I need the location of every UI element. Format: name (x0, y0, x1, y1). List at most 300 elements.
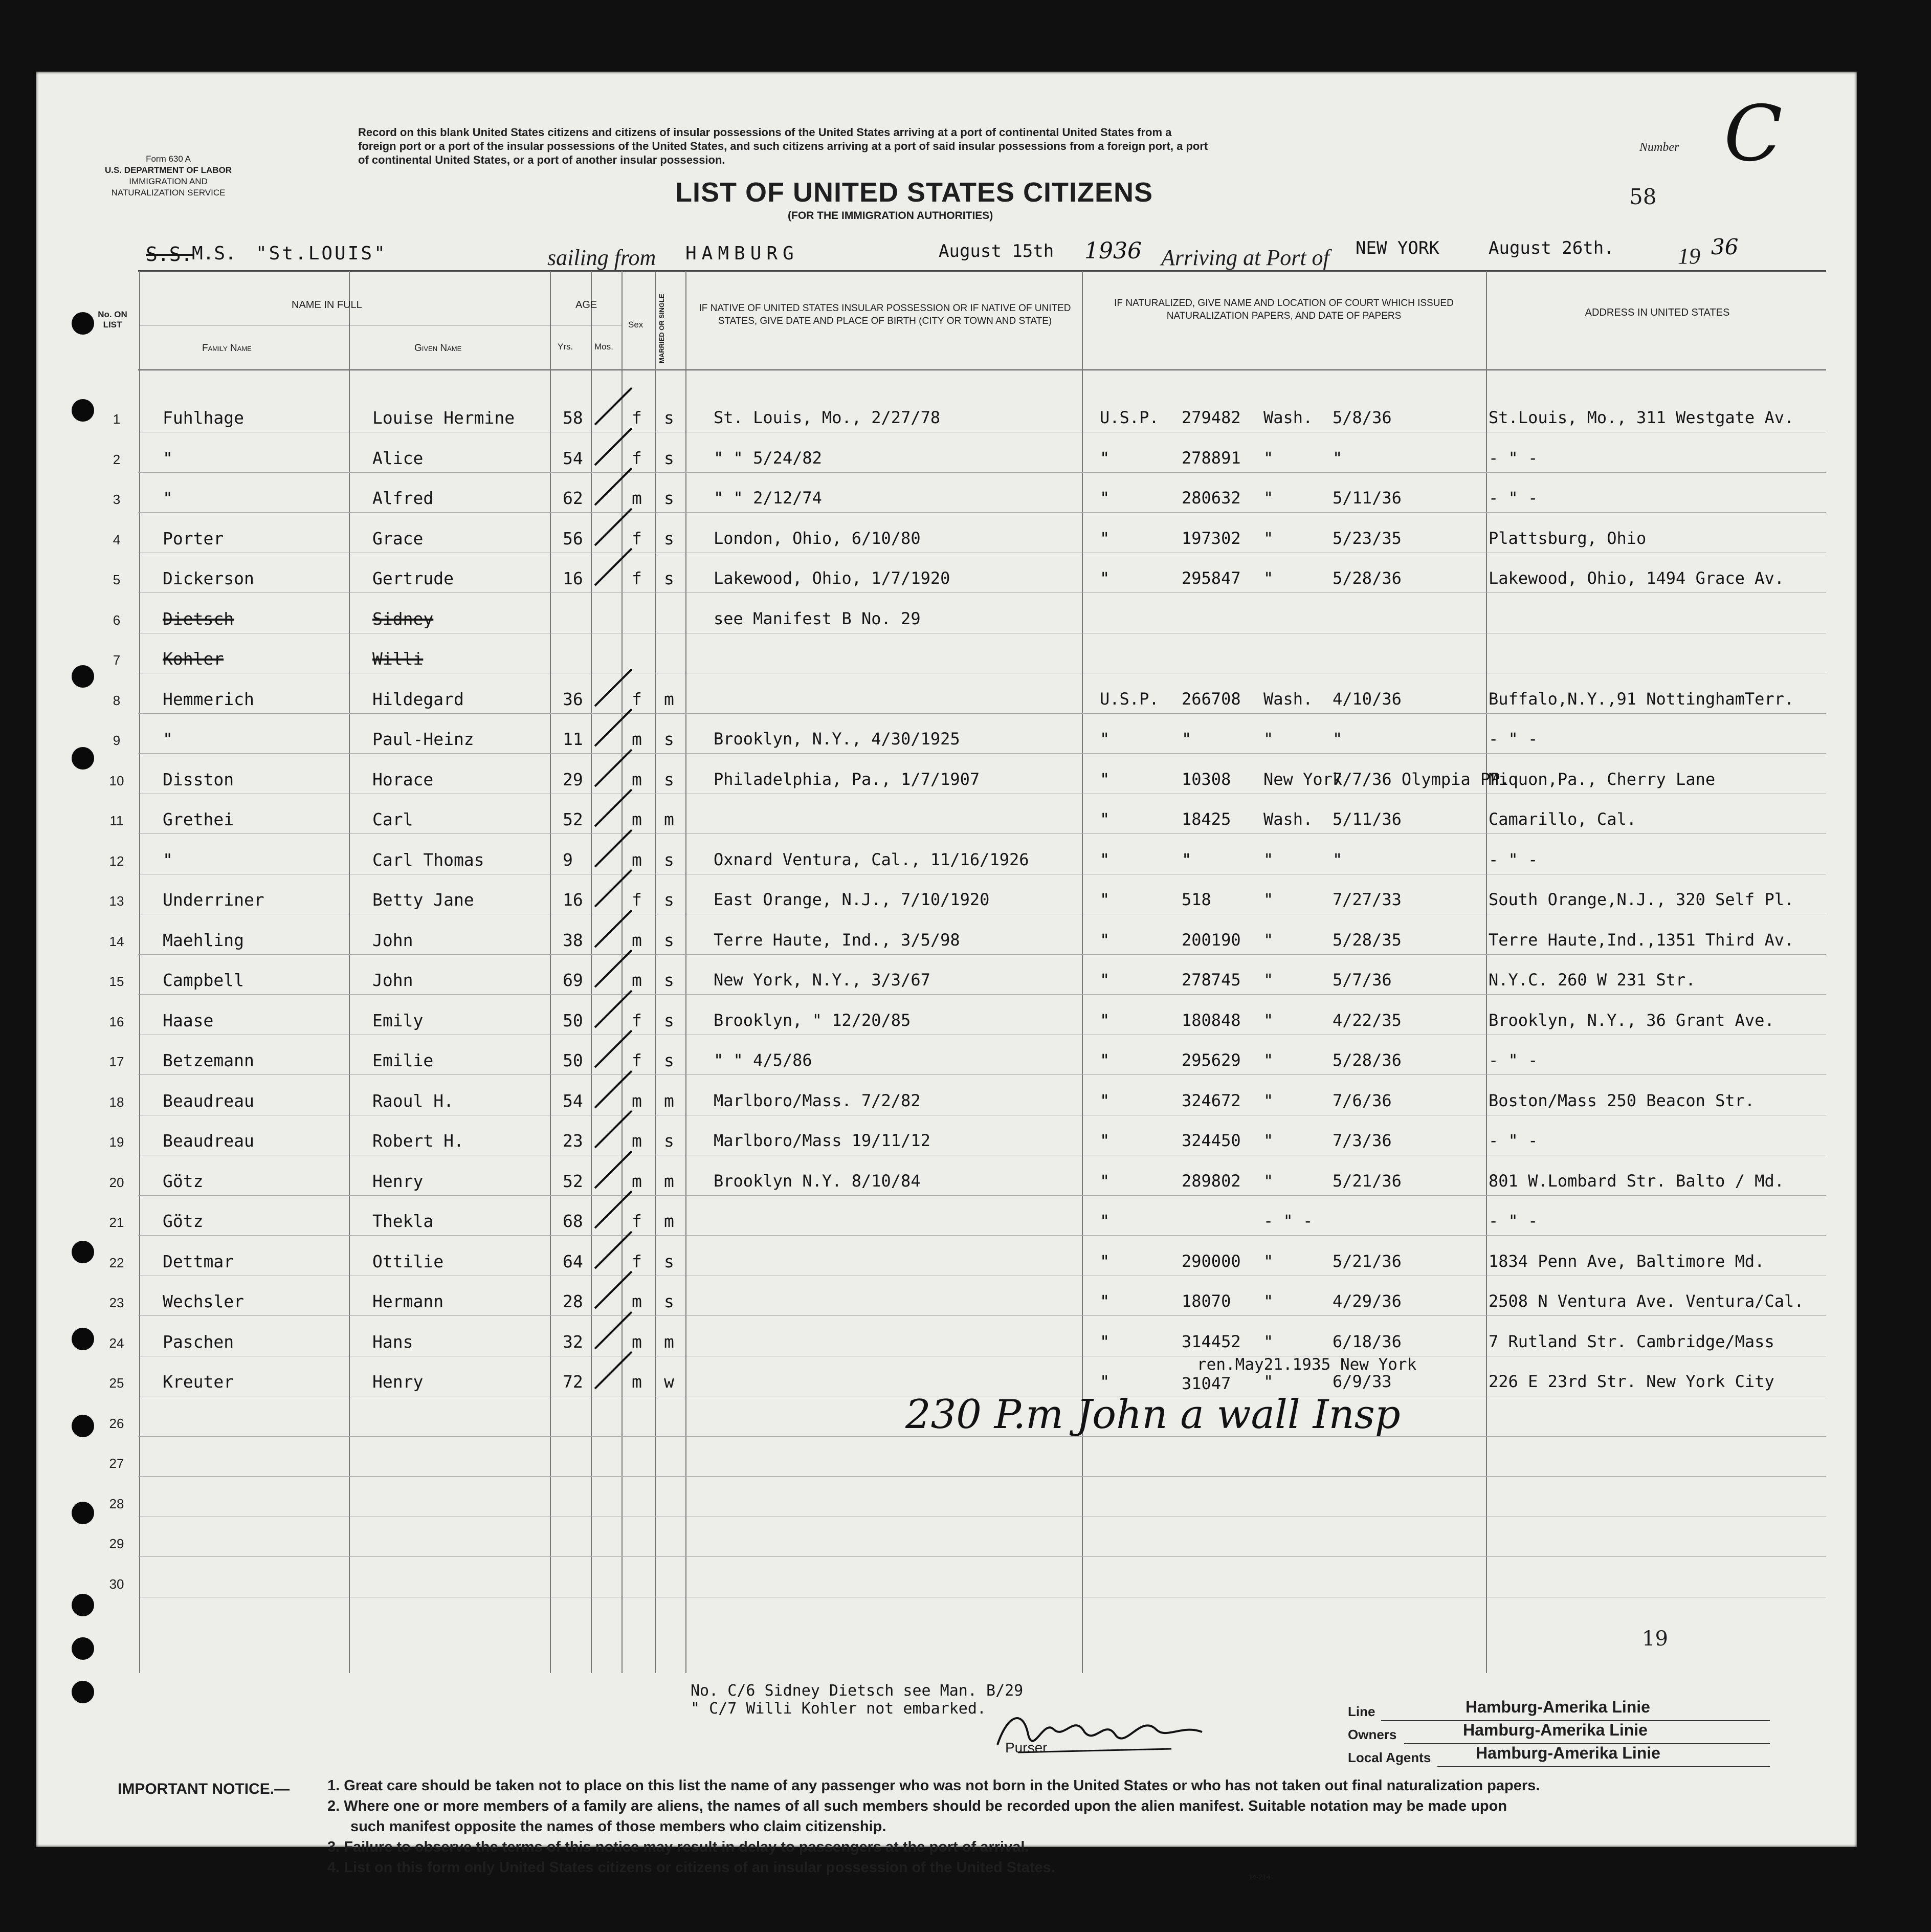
given-name: Emily (372, 1010, 424, 1030)
page-title: LIST OF UNITED STATES CITIZENS (675, 177, 1153, 208)
family-name: Haase (163, 1010, 214, 1030)
check-mark-icon (591, 866, 637, 912)
court-place: " (1263, 890, 1274, 909)
birth-place-date: see Manifest B No. 29 (714, 608, 921, 628)
family-name: Götz (163, 1171, 204, 1191)
marital-status: s (664, 1050, 674, 1070)
court: " (1100, 1291, 1110, 1311)
sex: m (632, 488, 642, 508)
birth-place-date: Oxnard Ventura, Cal., 11/16/1926 (714, 849, 1029, 869)
address: Terre Haute,Ind.,1351 Third Av. (1489, 930, 1794, 950)
sex: m (632, 1090, 642, 1111)
court: " (1100, 1372, 1110, 1391)
marital-status: m (664, 809, 674, 829)
renewal-note: ren.May21.1935 New York (1197, 1355, 1417, 1374)
marital-status: s (664, 1291, 674, 1311)
row-rule (138, 472, 1826, 473)
age-years: 54 (563, 448, 583, 468)
family-name: Dettmar (163, 1251, 234, 1271)
row-rule (138, 1195, 1826, 1196)
col-rule (685, 271, 686, 1673)
sex: m (632, 809, 642, 829)
row-rule (138, 753, 1826, 754)
sex: m (632, 729, 642, 749)
notice-item: 4. List on this form only United States citizens or citizens of an insular possession of the United States. (327, 1859, 1055, 1876)
row-rule (138, 954, 1826, 955)
paper-date: 5/28/36 (1333, 1050, 1402, 1070)
court-place: Wash. (1263, 408, 1313, 427)
family-name: Underriner (163, 890, 264, 910)
family-name: Betzemann (163, 1050, 254, 1070)
court-place: " (1263, 1372, 1274, 1391)
marital-status: m (664, 689, 674, 709)
sheet-number: 19 (1642, 1627, 1668, 1651)
paper-date: 5/28/35 (1333, 930, 1402, 950)
marital-status: m (664, 1090, 674, 1111)
agents-label: Local Agents (1348, 1750, 1431, 1765)
court: " (1100, 1050, 1110, 1070)
sex: f (632, 1010, 642, 1030)
court-place: " (1263, 528, 1274, 548)
paper-date: 5/21/36 (1333, 1171, 1402, 1191)
address: - " - (1489, 849, 1538, 869)
court: " (1100, 1331, 1110, 1351)
col-rule (655, 271, 656, 1673)
punch-hole (72, 1415, 94, 1437)
row-number: 7 (113, 652, 121, 668)
paper-date: 5/21/36 (1333, 1251, 1402, 1271)
marital-status: s (664, 488, 674, 508)
marital-status: s (664, 1251, 674, 1271)
header-family-name: Family Name (202, 343, 252, 354)
court: " (1100, 528, 1110, 548)
court: U.S.P. (1100, 689, 1159, 709)
row-number: 26 (109, 1415, 124, 1431)
notice-title: IMPORTANT NOTICE.— (118, 1781, 290, 1797)
vessel-prefix: M.S. (192, 243, 236, 264)
vessel-prefix-struck: S.S. (146, 243, 193, 266)
punch-hole (72, 399, 94, 422)
paper-date: 7/6/36 (1333, 1090, 1392, 1110)
check-mark-icon (591, 384, 637, 430)
sex: f (632, 1050, 642, 1070)
row-number: 15 (109, 974, 124, 989)
sex: m (632, 1131, 642, 1151)
paper-date: " (1333, 849, 1343, 869)
check-mark-icon (591, 544, 637, 590)
court: " (1100, 769, 1110, 789)
family-name: " (163, 849, 173, 870)
marital-status: s (664, 849, 674, 870)
row-number: 17 (109, 1054, 124, 1069)
court: " (1100, 890, 1110, 909)
court-place: New York (1263, 769, 1343, 789)
paper-number: 518 (1182, 890, 1211, 909)
vessel-name: "St.LOUIS" (256, 243, 387, 264)
birth-place-date: " " 4/5/86 (714, 1050, 812, 1070)
row-number: 29 (109, 1536, 124, 1551)
header-sex: Sex (628, 320, 643, 330)
court: " (1100, 1090, 1110, 1110)
punch-hole (72, 1594, 94, 1616)
row-rule (138, 1556, 1826, 1557)
birth-place-date: Brooklyn, N.Y., 4/30/1925 (714, 729, 960, 749)
court: " (1100, 809, 1110, 829)
birth-place-date: " " 2/12/74 (714, 488, 822, 508)
row-rule (138, 1074, 1826, 1075)
row-number: 3 (113, 492, 121, 507)
punch-hole (72, 1241, 94, 1263)
age-years: 29 (563, 769, 583, 789)
col-rule (349, 271, 350, 1673)
address: Brooklyn, N.Y., 36 Grant Ave. (1489, 1010, 1774, 1030)
notice-item: such manifest opposite the names of those members who claim citizenship. (350, 1818, 886, 1835)
family-name: Paschen (163, 1331, 234, 1352)
paper-number: 18070 (1182, 1291, 1231, 1311)
header-name-in-full: NAME IN FULL (292, 299, 362, 311)
age-years: 72 (563, 1372, 583, 1392)
given-name: Grace (372, 528, 424, 548)
punch-hole (72, 665, 94, 688)
check-mark-icon (591, 785, 637, 831)
footer-note-1: No. C/6 Sidney Dietsch see Man. B/29 (691, 1682, 1024, 1700)
row-number: 6 (113, 612, 121, 628)
check-mark-icon (591, 1107, 637, 1153)
row-rule (138, 512, 1826, 513)
family-name: Hemmerich (163, 689, 254, 709)
paper-date: 5/28/36 (1333, 568, 1402, 588)
check-mark-icon (591, 826, 637, 872)
year-prefix: 19 (1678, 244, 1700, 269)
form-number: Form 630 A (146, 154, 191, 164)
family-name: Kreuter (163, 1372, 234, 1392)
given-name: Horace (372, 769, 434, 789)
paper-date: 5/7/36 (1333, 970, 1392, 990)
row-number: 19 (109, 1134, 124, 1150)
age-years: 50 (563, 1050, 583, 1070)
address: St.Louis, Mo., 311 Westgate Av. (1489, 408, 1794, 427)
marital-status: s (664, 408, 674, 428)
punch-hole (72, 1328, 94, 1350)
paper-date: 7/7/36 Olympia PP. (1333, 769, 1510, 789)
address: 1834 Penn Ave, Baltimore Md. (1489, 1251, 1765, 1271)
header-age: AGE (575, 299, 597, 311)
sex: f (632, 568, 642, 588)
notice-list (327, 1775, 1540, 1878)
header-no-on-list: No. ON LIST (98, 310, 127, 330)
age-years: 16 (563, 890, 583, 910)
court: " (1100, 849, 1110, 869)
birth-place-date: Brooklyn N.Y. 8/10/84 (714, 1171, 921, 1191)
court: " (1100, 568, 1110, 588)
check-mark-icon (591, 1187, 637, 1233)
row-rule (138, 1235, 1826, 1236)
birth-place-date: Brooklyn, " 12/20/85 (714, 1010, 911, 1030)
table-top-rule (138, 270, 1826, 272)
court-place: " (1263, 1131, 1274, 1150)
check-mark-icon (591, 986, 637, 1033)
row-number: 13 (109, 893, 124, 909)
line-value: Hamburg-Amerika Linie (1466, 1698, 1650, 1716)
paper-number: 278745 (1182, 970, 1241, 990)
sex: m (632, 769, 642, 789)
paper-number: 295847 (1182, 568, 1241, 588)
check-mark-icon (591, 424, 637, 470)
given-name: Louise Hermine (372, 408, 515, 428)
paper-number: 279482 (1182, 408, 1241, 427)
court: " (1100, 729, 1110, 749)
court-place: Wash. (1263, 689, 1313, 709)
sailing-from-label: sailing from (547, 245, 656, 270)
depart-date: August 15th (939, 241, 1054, 261)
form-block (105, 153, 232, 199)
marital-status: s (664, 568, 674, 588)
row-number: 2 (113, 451, 121, 467)
row-rule (138, 994, 1826, 995)
address: 801 W.Lombard Str. Balto / Md. (1489, 1171, 1784, 1191)
court: " (1100, 1131, 1110, 1150)
address: 226 E 23rd Str. New York City (1489, 1372, 1774, 1391)
owners-label: Owners (1348, 1727, 1397, 1742)
row-number: 22 (109, 1255, 124, 1270)
owners-value: Hamburg-Amerika Linie (1463, 1721, 1648, 1739)
family-name: Disston (163, 769, 234, 789)
age-years: 23 (563, 1131, 583, 1151)
court: " (1100, 1010, 1110, 1030)
marital-status: m (664, 1211, 674, 1231)
paper-number: 295629 (1182, 1050, 1241, 1070)
court-place: " (1263, 970, 1274, 990)
paper-number: " (1182, 729, 1192, 749)
age-years: 64 (563, 1251, 583, 1271)
header-yrs: Yrs. (558, 342, 573, 352)
marital-status: s (664, 448, 674, 468)
paper-number: 197302 (1182, 528, 1241, 548)
paper-number: 10308 (1182, 769, 1231, 789)
marital-status: s (664, 729, 674, 749)
family-name: Grethei (163, 809, 234, 829)
paper-date: " (1333, 729, 1343, 749)
manifest-sheet (36, 72, 1857, 1847)
check-mark-icon (591, 504, 637, 551)
sex: m (632, 1372, 642, 1392)
marital-status: s (664, 769, 674, 789)
court-place: " (1263, 1050, 1274, 1070)
col-rule (550, 271, 551, 1673)
given-name: Betty Jane (372, 890, 474, 910)
family-name: Beaudreau (163, 1131, 254, 1151)
given-name: Hermann (372, 1291, 444, 1311)
form-code: 14-214 (1248, 1873, 1271, 1881)
paper-number: 18425 (1182, 809, 1231, 829)
check-mark-icon (591, 745, 637, 792)
inspector-annotation: 230 P.m John a wall Insp (905, 1392, 1401, 1438)
given-name: John (372, 970, 413, 990)
sex: m (632, 930, 642, 950)
paper-date: 5/8/36 (1333, 408, 1392, 427)
given-name: Carl Thomas (372, 849, 484, 870)
birth-place-date: London, Ohio, 6/10/80 (714, 528, 921, 548)
court-place: " (1263, 1331, 1274, 1351)
service-line-1: IMMIGRATION AND (129, 177, 208, 186)
check-mark-icon (591, 1147, 637, 1193)
family-name: Beaudreau (163, 1090, 254, 1111)
family-name: " (163, 488, 173, 508)
birth-place-date: Marlboro/Mass. 7/2/82 (714, 1090, 921, 1110)
paper-number: " (1182, 849, 1192, 869)
paper-date: 4/29/36 (1333, 1291, 1402, 1311)
sex: f (632, 1211, 642, 1231)
age-years: 56 (563, 528, 583, 548)
age-years: 68 (563, 1211, 583, 1231)
marital-status: m (664, 1331, 674, 1352)
birth-place-date: Lakewood, Ohio, 1/7/1920 (714, 568, 950, 588)
paper-number: 266708 (1182, 689, 1241, 709)
number-label: Number (1639, 141, 1679, 154)
agents-underline (1437, 1766, 1770, 1767)
court: " (1100, 1171, 1110, 1191)
court-place: " (1263, 1171, 1274, 1191)
age-years: 62 (563, 488, 583, 508)
sex: f (632, 408, 642, 428)
paper-number: 314452 (1182, 1331, 1241, 1351)
address: 7 Rutland Str. Cambridge/Mass (1489, 1331, 1774, 1351)
address: - " - (1489, 448, 1538, 468)
birth-place-date: Terre Haute, Ind., 3/5/98 (714, 930, 960, 950)
marital-status: s (664, 1010, 674, 1030)
given-name: Henry (372, 1372, 424, 1392)
check-mark-icon (591, 946, 637, 992)
line-label: Line (1348, 1704, 1375, 1719)
family-name: Dietsch (163, 608, 234, 629)
row-rule (138, 1476, 1826, 1477)
court-place: " (1263, 1291, 1274, 1311)
paper-number: 31047 (1182, 1374, 1231, 1393)
check-mark-icon (591, 705, 637, 751)
row-rule (138, 713, 1826, 714)
row-number: 9 (113, 733, 121, 748)
marital-status: s (664, 528, 674, 548)
notice-item: 1. Great care should be taken not to place on this list the name of any passenger who was not born in the United States or who has not taken out final naturalization papers. (327, 1777, 1540, 1794)
sex: f (632, 689, 642, 709)
paper-date: 7/27/33 (1333, 890, 1402, 909)
marital-status: s (664, 970, 674, 990)
age-years: 11 (563, 729, 583, 749)
arrive-date: August 26th. (1489, 238, 1614, 258)
depart-year: 1936 (1084, 238, 1142, 264)
court-place: " (1263, 1010, 1274, 1030)
notice-item: 2. Where one or more members of a family are aliens, the names of all such members should be recorded upon the alien manifest. Suitable notation may be made upon (327, 1798, 1507, 1814)
marital-status: m (664, 1171, 674, 1191)
given-name: Carl (372, 809, 413, 829)
paper-number: 278891 (1182, 448, 1241, 468)
header-married: MARRIED OR SINGLE (658, 294, 665, 363)
port-to: NEW YORK (1356, 238, 1439, 258)
purser-label: Purser. (1005, 1740, 1051, 1755)
page-subtitle: (FOR THE IMMIGRATION AUTHORITIES) (788, 210, 993, 222)
age-years: 50 (563, 1010, 583, 1030)
header-native: IF NATIVE OF UNITED STATES INSULAR POSSESSION OR IF NATIVE OF UNITED STATES, GIVE DATE AND PLACE OF BIRTH (CITY OR TOWN AND STATE) (699, 303, 1071, 326)
row-number: 1 (113, 411, 121, 427)
check-mark-icon (591, 906, 637, 952)
port-from: HAMBURG (685, 243, 799, 264)
address: Miquon,Pa., Cherry Lane (1489, 769, 1716, 789)
address: 2508 N Ventura Ave. Ventura/Cal. (1489, 1291, 1804, 1311)
age-years: 54 (563, 1090, 583, 1111)
row-number: 14 (109, 933, 124, 949)
sex: m (632, 1171, 642, 1191)
check-mark-icon (591, 1308, 637, 1354)
court-place: " (1263, 1090, 1274, 1110)
marital-status: s (664, 930, 674, 950)
birth-place-date: St. Louis, Mo., 2/27/78 (714, 408, 941, 427)
given-name: Sidney (372, 608, 434, 629)
row-number: 24 (109, 1335, 124, 1351)
header-given-name: Given Name (414, 343, 462, 354)
paper-date: 5/23/35 (1333, 528, 1402, 548)
given-name: Robert H. (372, 1131, 464, 1151)
row-number: 18 (109, 1094, 124, 1110)
sex: m (632, 1331, 642, 1352)
col-rule (139, 271, 140, 1673)
family-name: Porter (163, 528, 224, 548)
age-years: 52 (563, 1171, 583, 1191)
header-mos: Mos. (594, 342, 613, 352)
marital-status: s (664, 890, 674, 910)
paper-date: 6/18/36 (1333, 1331, 1402, 1351)
footer-note-2: " C/7 Willi Kohler not embarked. (691, 1700, 986, 1718)
given-name: Willi (372, 649, 424, 669)
paper-number: 290000 (1182, 1251, 1241, 1271)
court: " (1100, 930, 1110, 950)
court-place: " (1263, 448, 1274, 468)
paper-number: 180848 (1182, 1010, 1241, 1030)
court-place: " (1263, 729, 1274, 749)
address: Lakewood, Ohio, 1494 Grace Av. (1489, 568, 1784, 588)
page-number: 58 (1629, 184, 1657, 209)
court: " (1100, 488, 1110, 508)
age-years: 16 (563, 568, 583, 588)
paper-number: 200190 (1182, 930, 1241, 950)
department-name: U.S. DEPARTMENT OF LABOR (105, 165, 232, 175)
given-name: Alfred (372, 488, 434, 508)
court: U.S.P. (1100, 408, 1159, 427)
arriving-label: Arriving at Port of (1161, 245, 1329, 270)
instructions-block (358, 125, 1208, 167)
number-value: C (1724, 90, 1783, 179)
address: - " - (1489, 488, 1538, 508)
sex: m (632, 849, 642, 870)
col-rule (1082, 271, 1083, 1673)
paper-date: 5/11/36 (1333, 809, 1402, 829)
court-place: " (1263, 568, 1274, 588)
given-name: Thekla (372, 1211, 434, 1231)
instruction-line-3: of continental United States, or a port of another insular possession. (358, 153, 725, 166)
marital-status: s (664, 1131, 674, 1151)
row-number: 21 (109, 1215, 124, 1230)
check-mark-icon (591, 1227, 637, 1274)
age-years: 52 (563, 809, 583, 829)
check-mark-icon (591, 1348, 637, 1394)
paper-number: 289802 (1182, 1171, 1241, 1191)
birth-place-date: Marlboro/Mass 19/11/12 (714, 1131, 930, 1150)
given-name: Gertrude (372, 568, 454, 588)
given-name: Paul-Heinz (372, 729, 474, 749)
row-number: 20 (109, 1174, 124, 1190)
row-rule (138, 833, 1826, 834)
paper-number: 324672 (1182, 1090, 1241, 1110)
row-number: 25 (109, 1375, 124, 1391)
